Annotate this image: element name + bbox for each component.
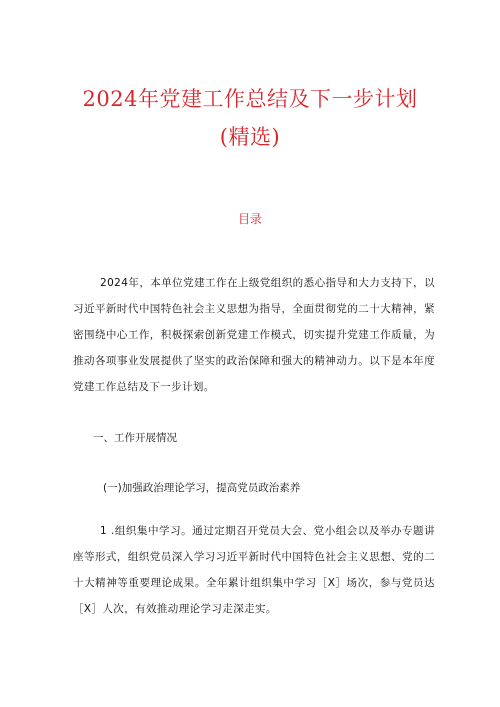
toc-label: 目录 <box>237 212 262 226</box>
section-heading-1: 一、工作开展情况 <box>93 432 177 444</box>
document-title-line1: 2024年党建工作总结及下一步计划 <box>82 87 418 111</box>
document-title-line2: (精选) <box>219 125 281 149</box>
subsection-heading-1: (一)加强政治理论学习，提高党员政治素养 <box>103 482 301 494</box>
item-paragraph-1: 1 .组织集中学习。通过定期召开党员大会、党小组会以及举办专题讲座等形式，组织党员深入学习习近平新时代中国特色社会主义思想、党的二十大精神等重要理论成果。全年累计组织集中学习［X］场次，参与党员达［X］人次，有效推动理论学习走深走实。 <box>73 525 435 615</box>
intro-paragraph: 2024年，本单位党建工作在上级党组织的悉心指导和大力支持下，以习近平新时代中国特色社会主义思想为指导，全面贯彻党的二十大精神，紧密围绕中心工作，积极探索创新党建工作模式，切实提升党建工作质量，为推动各项事业发展提供了坚实的政治保障和强大的精神动力。以下是本年度党建工作总结及下一步计划。 <box>73 277 435 393</box>
